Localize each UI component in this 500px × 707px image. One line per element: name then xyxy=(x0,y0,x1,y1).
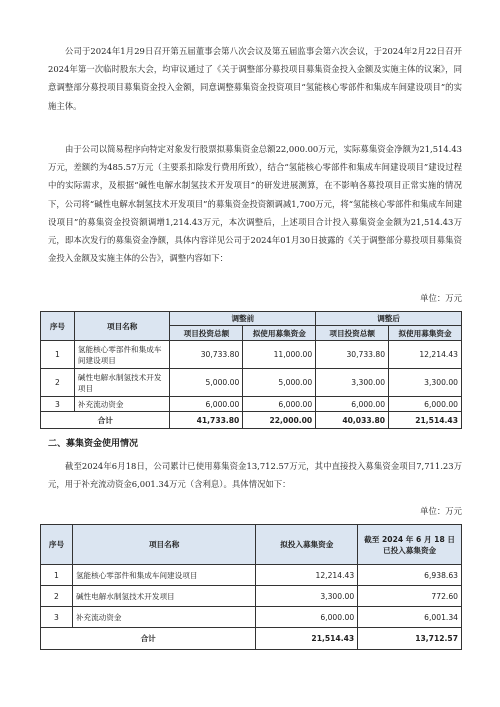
cell-planned: 12,214.43 xyxy=(256,565,358,586)
table-row xyxy=(41,369,462,397)
cell-project-name: 氢能核心零部件和集成车间建设项目 xyxy=(72,565,255,586)
header-project-name: 项目名称 xyxy=(74,312,170,341)
adjustment-table xyxy=(40,311,462,429)
cell-planned: 6,000.00 xyxy=(256,607,358,628)
cell-after-total: 6,000.00 xyxy=(316,397,389,412)
cell-after-planned: 6,000.00 xyxy=(389,397,462,412)
cell-total-before-total: 41,733.80 xyxy=(170,412,243,429)
header-after-total-invest: 项目投资总额 xyxy=(316,326,389,341)
paragraph-usage: 截至2024年6月18日，公司累计已使用募集资金13,712.57万元，其中直接投入募集资金项目7,711.23万元，用于补充流动资金6,001.34万元（含利息）。具体情况如下： xyxy=(48,461,462,490)
header-seq: 序号 xyxy=(41,312,75,341)
cell-total-label: 合计 xyxy=(41,412,170,429)
cell-before-total: 5,000.00 xyxy=(170,369,243,397)
cell-after-planned: 3,300.00 xyxy=(389,369,462,397)
cell-after-total: 3,300.00 xyxy=(316,369,389,397)
cell-used: 772.60 xyxy=(358,586,462,607)
header-seq: 序号 xyxy=(41,525,73,565)
cell-before-total: 6,000.00 xyxy=(170,397,243,412)
table-row xyxy=(41,586,462,607)
header-planned: 拟投入募集资金 xyxy=(256,525,358,565)
table-row xyxy=(41,341,462,369)
cell-planned: 3,300.00 xyxy=(256,586,358,607)
unit-label: 单位：万元 xyxy=(420,293,462,303)
cell-total-after-total: 40,033.80 xyxy=(316,412,389,429)
paragraph-board-meeting: 公司于2024年1月29日召开第五届董事会第八次会议及第五届监事会第六次会议，于2024年2月22日召开2024年第一次临时股东大会，均审议通过了《关于调整部分募投项目募集资金投入金额及实施主体的议案》，同意调整部分募投项目募集资金投入金额，同意调整募集资金投资项目“氢能核心零部件和集成车间建设项目”的实施主体。 xyxy=(48,46,462,111)
cell-total-before-planned: 22,000.00 xyxy=(243,412,316,429)
table-row xyxy=(41,565,462,586)
cell-before-total: 30,733.80 xyxy=(170,341,243,369)
header-after-planned: 拟使用募集资金 xyxy=(389,326,462,341)
usage-table xyxy=(40,524,462,650)
header-before-planned: 拟使用募集资金 xyxy=(243,326,316,341)
cell-seq: 2 xyxy=(41,586,73,607)
section-heading: 二、募集资金使用情况 xyxy=(48,439,139,449)
cell-project-name: 补充流动资金 xyxy=(74,397,170,412)
paragraph-adjustment: 由于公司以简易程序向特定对象发行股票拟募集资金总额22,000.00万元，实际募集资金净额为21,514.43万元，差额约为485.57万元（主要系扣除发行费用所致），结合“氢能核心零部件和集成车间建设项目”建设过程中的实际需求，及根据“碱性电解水制氢技术开发项目”的研发进展测算，在不影响各募投项目正常实施的情况下，公司将“碱性电解水制氢技术开发项目”的募集资金投资额调减1,700万元，将“氢能核心零部件和集成车间建设项目”的募集资金投资额调增1,214.43万元，本次调整后，上述项目合计投入募集资金金额为21,514.43万元，即本次发行的募集资金净额，具体内容详见公司于2024年01月30日披露的《关于调整部分募投项目募集资金投入金额及实施主体的公告》，调整内容如下： xyxy=(48,144,462,264)
cell-before-planned: 5,000.00 xyxy=(243,369,316,397)
cell-project-name: 补充流动资金 xyxy=(72,607,255,628)
cell-used: 6,001.34 xyxy=(358,607,462,628)
cell-used: 6,938.63 xyxy=(358,565,462,586)
cell-after-planned: 12,214.43 xyxy=(389,341,462,369)
cell-total-used: 13,712.57 xyxy=(358,628,462,650)
header-before-total-invest: 项目投资总额 xyxy=(170,326,243,341)
cell-total-after-planned: 21,514.43 xyxy=(389,412,462,429)
cell-before-planned: 11,000.00 xyxy=(243,341,316,369)
unit-label: 单位：万元 xyxy=(420,506,462,516)
cell-seq: 3 xyxy=(41,607,73,628)
cell-project-name: 氢能核心零部件和集成车间建设项目 xyxy=(74,341,170,369)
cell-project-name: 碱性电解水制氢技术开发项目 xyxy=(72,586,255,607)
cell-seq: 2 xyxy=(41,369,75,397)
cell-before-planned: 6,000.00 xyxy=(243,397,316,412)
header-before: 调整前 xyxy=(170,312,316,326)
cell-seq: 1 xyxy=(41,341,75,369)
table-total-row xyxy=(41,628,462,650)
table-row xyxy=(41,397,462,412)
cell-total-planned: 21,514.43 xyxy=(256,628,358,650)
header-used: 截至 2024 年 6 月 18 日已投入募集资金 xyxy=(358,525,462,565)
cell-total-label: 合计 xyxy=(41,628,256,650)
cell-seq: 3 xyxy=(41,397,75,412)
cell-project-name: 碱性电解水制氢技术开发项目 xyxy=(74,369,170,397)
header-project-name: 项目名称 xyxy=(72,525,255,565)
cell-after-total: 30,733.80 xyxy=(316,341,389,369)
table-total-row xyxy=(41,412,462,429)
cell-seq: 1 xyxy=(41,565,73,586)
header-after: 调整后 xyxy=(316,312,462,326)
table-row xyxy=(41,607,462,628)
